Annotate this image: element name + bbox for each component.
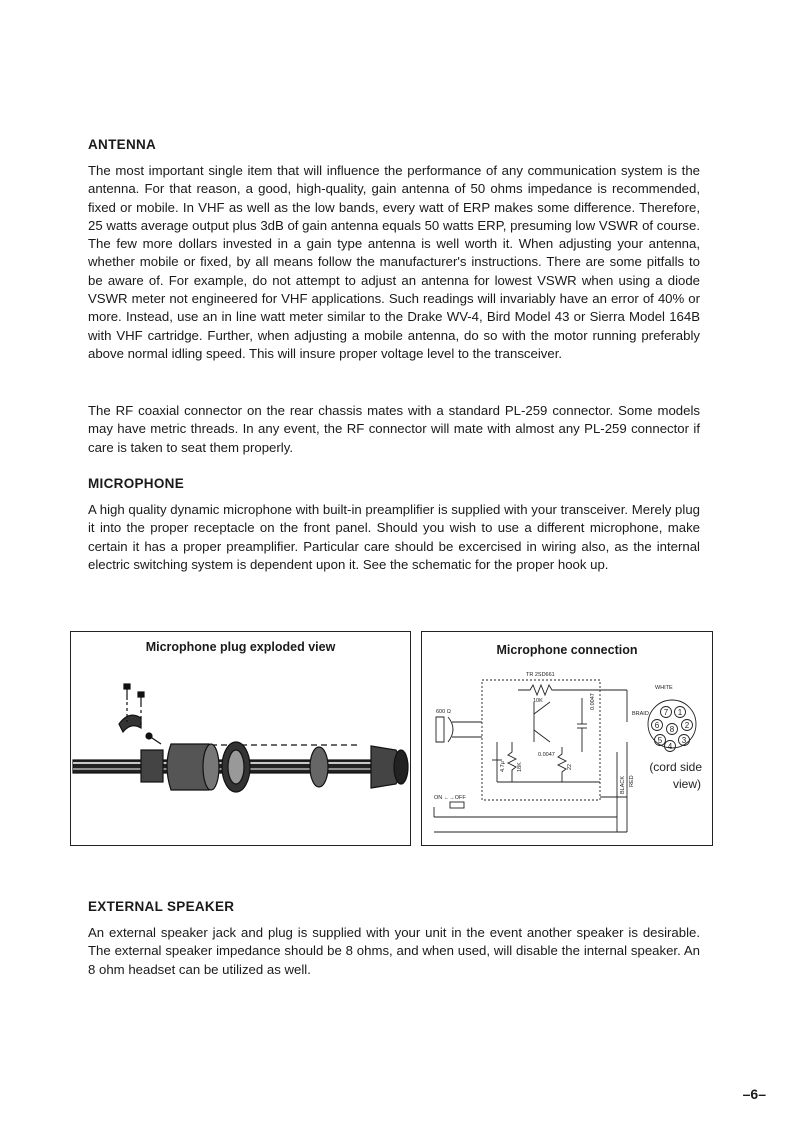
braid-label: BRAID: [632, 711, 649, 717]
pin-label: 8: [669, 725, 675, 734]
microphone-connection-figure: [421, 631, 713, 846]
exploded-view-title: Microphone plug exploded view: [145, 640, 336, 654]
res-18k-label: 18K: [517, 762, 523, 772]
page-number: –6–: [742, 1086, 766, 1102]
antenna-heading: ANTENNA: [88, 137, 157, 152]
pin-label: 2: [684, 721, 690, 730]
exploded-view-figure: [70, 631, 411, 846]
view-label: view): [672, 777, 701, 791]
connection-title: Microphone connection: [496, 643, 638, 657]
resistor-10k-label: 10K: [533, 698, 543, 704]
black-wire-label: BLACK: [620, 775, 626, 794]
external-speaker-heading: EXTERNAL SPEAKER: [88, 899, 235, 914]
cap-47u-label: 4.7μ: [500, 761, 506, 772]
pin-label: 1: [677, 708, 683, 717]
cap-a-label: 0.0047: [590, 693, 596, 710]
external-speaker-paragraph: An external speaker jack and plug is supplied with your unit in the event another speaker is desirable. The external speaker impedance should be 8 ohms, and when used, will disable the internal speaker. An 8 ohm headset can be utilized as well.: [88, 925, 700, 977]
pin-label: 3: [681, 736, 687, 745]
connector-pins: [652, 707, 693, 752]
antenna-paragraph-2: The RF coaxial connector on the rear chassis mates with a standard PL-259 connector. Some models may have metric threads. In any event, the RF connector will mate with almost any PL-259 connector if care is taken to seat them properly.: [88, 403, 700, 455]
microphone-heading: MICROPHONE: [88, 476, 185, 491]
pin-label: 4: [667, 742, 673, 751]
switch-label: ON ←→OFF: [434, 795, 466, 801]
pin-label: 6: [654, 721, 660, 730]
pin-label: 7: [663, 708, 669, 717]
transistor-label: TR 2SD661: [526, 672, 555, 678]
cap-b-label: 0.0047: [538, 752, 555, 758]
white-wire-label: WHITE: [655, 685, 673, 691]
cord-side-label: (cord side: [649, 760, 702, 774]
pin-label: 5: [657, 736, 663, 745]
microphone-paragraph: A high quality dynamic microphone with built-in preamplifier is supplied with your transceiver. Merely plug it into the proper receptacle on the front panel. Should you wish to use a different microphone, make certain it has a proper preamplifier. Particular care should be excercised in wiring also, as the internal electric switching system is dependent upon it. See the schematic for the proper hook up.: [88, 502, 700, 572]
res-22-label: 22: [567, 763, 573, 770]
impedance-label: 600 Ω: [436, 709, 451, 715]
connection-schematic: [422, 632, 714, 847]
antenna-paragraph-1: The most important single item that will influence the performance of any communication system is the antenna. For that reason, a good, high-quality, gain antenna of 50 ohms impedance is recommended, fixed or mobile. In VHF as well as the low bands, every watt of ERP makes some difference. Therefore, 25 watts average output plus 3dB of gain antenna equals 50 watts ERP, presuming low VSWR of course. The few more dollars invested in a gain type antenna is well worth it. When adjusting your antenna, whether mobile or fixed, by all means follow the manufacturer's instructions. There are some pitfalls to be aware of. For example, do not attempt to adjust an antenna for lowest VSWR when using a diode VSWR meter not engineered for VHF applications. Such readings will invariably have an error of 40% or more. Instead, use an in line watt meter similar to the Drake WV-4, Bird Model 43 or Sierra Model 164B with VHF cartridge. Further, when adjusting a mobile antenna, do so with the motor running preferably above normal idling speed. This will insure proper voltage level to the transceiver.: [88, 163, 700, 361]
exploded-view-drawing: [71, 632, 412, 847]
red-wire-label: RED: [629, 775, 635, 787]
